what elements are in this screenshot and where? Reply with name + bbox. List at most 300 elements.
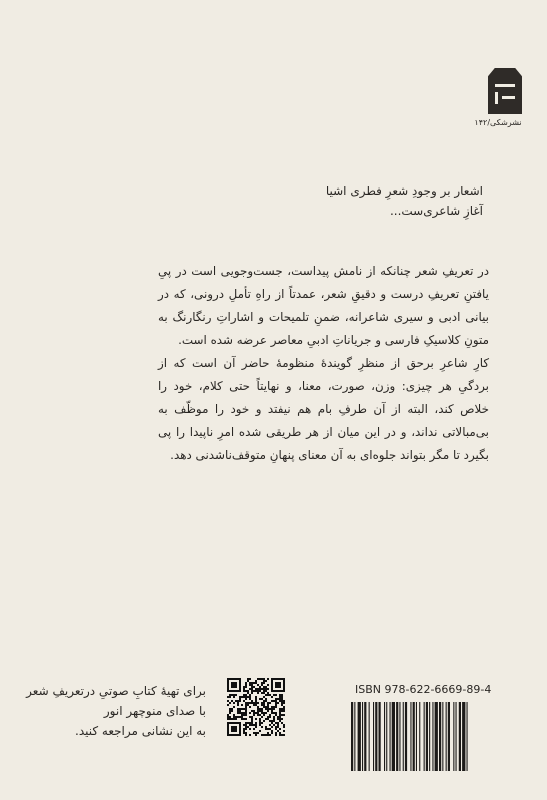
barcode-bar	[442, 702, 443, 771]
qr-module	[257, 712, 259, 714]
barcode-bar	[379, 702, 381, 771]
qr-module	[271, 710, 273, 712]
qr-module	[247, 680, 249, 682]
qr-module	[255, 718, 257, 720]
qr-module	[255, 724, 257, 726]
qr-module	[249, 722, 251, 724]
qr-module	[273, 694, 275, 696]
qr-finder-module	[283, 686, 285, 688]
qr-module	[279, 708, 281, 710]
publisher-series-number: نشرشکی/۱۴۲	[474, 118, 522, 127]
qr-finder-module	[233, 730, 235, 732]
qr-module	[277, 698, 279, 700]
qr-finder-module	[275, 686, 277, 688]
barcode-bar	[439, 702, 441, 771]
qr-module	[265, 726, 267, 728]
qr-module	[227, 704, 229, 706]
qr-module	[245, 732, 247, 734]
qr-finder-module	[235, 690, 237, 692]
qr-finder-module	[233, 728, 235, 730]
qr-module	[265, 734, 267, 736]
qr-module	[263, 734, 265, 736]
qr-module	[257, 708, 259, 710]
qr-module	[249, 712, 251, 714]
barcode-bar	[354, 702, 355, 771]
qr-module	[237, 716, 239, 718]
qr-module	[229, 718, 231, 720]
qr-module	[269, 714, 271, 716]
qr-module	[255, 702, 257, 704]
barcode-bar	[424, 702, 425, 771]
qr-finder-module	[239, 724, 241, 726]
qr-module	[239, 710, 241, 712]
qr-module	[245, 704, 247, 706]
qr-finder-module	[239, 722, 241, 724]
qr-module	[249, 728, 251, 730]
qr-module	[253, 714, 255, 716]
qr-module	[271, 706, 273, 708]
qr-finder-module	[273, 690, 275, 692]
qr-finder-module	[239, 686, 241, 688]
qr-module	[261, 726, 263, 728]
qr-module	[249, 698, 251, 700]
qr-module	[271, 722, 273, 724]
qr-finder-module	[231, 728, 233, 730]
qr-finder-module	[231, 686, 233, 688]
qr-module	[275, 694, 277, 696]
qr-module	[281, 734, 283, 736]
intro-block	[183, 181, 483, 221]
qr-module	[257, 678, 259, 680]
qr-module	[237, 702, 239, 704]
qr-module	[281, 698, 283, 700]
audio-book-note-line: با صدای منوچهر انور	[103, 704, 206, 718]
qr-module	[263, 690, 265, 692]
qr-module	[263, 720, 265, 722]
qr-module	[233, 694, 235, 696]
qr-finder-module	[235, 734, 237, 736]
qr-module	[241, 712, 243, 714]
qr-finder-module	[239, 732, 241, 734]
qr-module	[247, 726, 249, 728]
qr-module	[265, 700, 267, 702]
qr-finder-module	[227, 678, 229, 680]
qr-module	[259, 730, 261, 732]
qr-finder-module	[231, 690, 233, 692]
qr-module	[233, 702, 235, 704]
qr-module	[259, 688, 261, 690]
qr-module	[275, 698, 277, 700]
barcode-bar	[410, 702, 411, 771]
barcode-bar	[364, 702, 366, 771]
qr-module	[259, 686, 261, 688]
qr-module	[245, 728, 247, 730]
qr-module	[233, 718, 235, 720]
qr-module	[251, 684, 253, 686]
barcode-bar	[358, 702, 361, 771]
qr-module	[261, 704, 263, 706]
qr-finder-module	[283, 680, 285, 682]
qr-module	[267, 684, 269, 686]
qr-finder-module	[239, 678, 241, 680]
qr-module	[243, 690, 245, 692]
qr-module	[249, 702, 251, 704]
qr-module	[263, 686, 265, 688]
qr-module	[281, 718, 283, 720]
qr-module	[241, 716, 243, 718]
qr-finder-module	[227, 722, 229, 724]
qr-module	[263, 712, 265, 714]
qr-module	[229, 702, 231, 704]
qr-module	[243, 730, 245, 732]
qr-module	[239, 700, 241, 702]
barcode-bar	[432, 702, 433, 771]
qr-finder-module	[239, 728, 241, 730]
barcode-bar	[386, 702, 387, 771]
qr-module	[247, 690, 249, 692]
qr-finder-module	[279, 678, 281, 680]
qr-module	[279, 710, 281, 712]
qr-module	[259, 714, 261, 716]
qr-module	[275, 722, 277, 724]
qr-module	[281, 702, 283, 704]
barcode-bar	[435, 702, 438, 771]
qr-module	[279, 712, 281, 714]
qr-finder-module	[235, 730, 237, 732]
book-description	[158, 260, 489, 467]
qr-finder-module	[233, 722, 235, 724]
qr-module	[265, 698, 267, 700]
audio-book-note	[11, 681, 206, 741]
qr-module	[273, 716, 275, 718]
qr-module	[249, 684, 251, 686]
qr-module	[257, 710, 259, 712]
qr-module	[281, 700, 283, 702]
qr-module	[237, 712, 239, 714]
qr-module	[263, 682, 265, 684]
barcode-bar	[399, 702, 400, 771]
qr-module	[263, 704, 265, 706]
qr-finder-module	[235, 684, 237, 686]
qr-module	[245, 698, 247, 700]
qr-finder-module	[229, 722, 231, 724]
qr-module	[261, 712, 263, 714]
qr-module	[275, 732, 277, 734]
qr-module	[251, 700, 253, 702]
qr-module	[255, 680, 257, 682]
qr-module	[227, 718, 229, 720]
qr-module	[283, 708, 285, 710]
qr-finder-module	[283, 682, 285, 684]
qr-module	[251, 718, 253, 720]
qr-module	[255, 690, 257, 692]
qr-finder-module	[231, 684, 233, 686]
qr-module	[277, 722, 279, 724]
qr-module	[269, 716, 271, 718]
qr-finder-module	[237, 722, 239, 724]
qr-finder-module	[277, 686, 279, 688]
logo-mark-vertical	[495, 92, 498, 104]
qr-finder-module	[283, 690, 285, 692]
qr-module	[271, 732, 273, 734]
qr-module	[233, 706, 235, 708]
qr-module	[243, 686, 245, 688]
qr-module	[281, 694, 283, 696]
qr-code[interactable]	[227, 678, 285, 736]
qr-module	[229, 710, 231, 712]
qr-finder-module	[231, 730, 233, 732]
qr-finder-module	[233, 682, 235, 684]
qr-module	[281, 714, 283, 716]
qr-module	[259, 708, 261, 710]
qr-module	[271, 696, 273, 698]
qr-module	[243, 712, 245, 714]
qr-finder-module	[227, 728, 229, 730]
qr-module	[259, 724, 261, 726]
qr-module	[249, 696, 251, 698]
qr-module	[263, 696, 265, 698]
qr-module	[229, 716, 231, 718]
qr-module	[257, 684, 259, 686]
qr-module	[257, 688, 259, 690]
qr-module	[257, 732, 259, 734]
qr-module	[255, 726, 257, 728]
qr-finder-module	[227, 686, 229, 688]
qr-finder-module	[227, 690, 229, 692]
qr-module	[279, 716, 281, 718]
qr-module	[237, 710, 239, 712]
qr-module	[273, 724, 275, 726]
qr-finder-module	[277, 678, 279, 680]
qr-module	[253, 690, 255, 692]
qr-finder-module	[231, 726, 233, 728]
qr-module	[255, 698, 257, 700]
qr-finder-module	[227, 684, 229, 686]
qr-module	[265, 706, 267, 708]
qr-module	[263, 700, 265, 702]
qr-module	[247, 678, 249, 680]
qr-module	[279, 698, 281, 700]
intro-line: اشعار بر وجودِ شعرِ فطری اشیا	[325, 184, 483, 198]
qr-module	[255, 682, 257, 684]
qr-finder-module	[271, 684, 273, 686]
audio-book-note-line: برای تهیهٔ کتابِ صوتیِ درتعریفِ شعر	[26, 684, 206, 698]
qr-module	[243, 700, 245, 702]
qr-module	[267, 718, 269, 720]
qr-module	[229, 696, 231, 698]
qr-module	[241, 718, 243, 720]
qr-module	[265, 718, 267, 720]
audio-book-note-line: به این نشانی مراجعه کنید.	[75, 724, 206, 738]
qr-finder-module	[235, 686, 237, 688]
qr-module	[267, 694, 269, 696]
qr-module	[245, 702, 247, 704]
qr-finder-module	[235, 682, 237, 684]
barcode-bar	[413, 702, 415, 771]
qr-module	[259, 720, 261, 722]
qr-module	[261, 682, 263, 684]
barcode	[351, 702, 519, 771]
qr-finder-module	[279, 682, 281, 684]
qr-module	[237, 704, 239, 706]
qr-module	[235, 716, 237, 718]
qr-module	[241, 708, 243, 710]
qr-finder-module	[227, 724, 229, 726]
qr-module	[279, 720, 281, 722]
qr-module	[279, 700, 281, 702]
qr-module	[259, 722, 261, 724]
qr-module	[253, 712, 255, 714]
qr-finder-module	[233, 684, 235, 686]
qr-finder-module	[239, 688, 241, 690]
qr-module	[259, 710, 261, 712]
qr-finder-module	[239, 726, 241, 728]
qr-module	[275, 728, 277, 730]
qr-module	[251, 722, 253, 724]
qr-module	[243, 732, 245, 734]
qr-module	[283, 706, 285, 708]
qr-module	[275, 706, 277, 708]
qr-module	[233, 696, 235, 698]
qr-finder-module	[227, 726, 229, 728]
logo-mark-top	[495, 84, 515, 87]
qr-module	[275, 712, 277, 714]
qr-module	[245, 708, 247, 710]
qr-module	[267, 706, 269, 708]
qr-module	[275, 700, 277, 702]
logo-mark-bottom	[502, 96, 515, 99]
qr-module	[245, 714, 247, 716]
barcode-bar	[419, 702, 420, 771]
qr-module	[251, 720, 253, 722]
qr-finder-module	[233, 678, 235, 680]
description-paragraph: کارِ شاعرِ برحق از منظرِ گویندهٔ منظومهٔ حاضر آن است که از بردگیِ هر چیزی: وزن، صورت، معنا، و نهایتاً حتی کلام، خود را خلاص کند، البته از آن طرفِ بام هم نیفتد و خود را موظّف به بی‌مبالاتی نداند، و در این میان از هر طریقی شده امرِ ناپیدا را پی بگیرد تا مگر بتواند جلوه‌ای به آن معنای پنهانِ متوقف‌ناشدنی دهد.	[158, 356, 489, 462]
qr-module	[283, 734, 285, 736]
barcode-bar	[396, 702, 398, 771]
qr-module	[273, 708, 275, 710]
qr-module	[243, 708, 245, 710]
qr-module	[249, 678, 251, 680]
qr-module	[279, 694, 281, 696]
qr-module	[253, 682, 255, 684]
qr-finder-module	[239, 682, 241, 684]
qr-finder-module	[275, 678, 277, 680]
qr-module	[261, 710, 263, 712]
barcode-bar	[416, 702, 417, 771]
qr-module	[255, 696, 257, 698]
qr-module	[235, 700, 237, 702]
qr-finder-module	[271, 680, 273, 682]
qr-finder-module	[233, 734, 235, 736]
qr-module	[269, 702, 271, 704]
qr-module	[243, 724, 245, 726]
qr-finder-module	[239, 684, 241, 686]
qr-module	[235, 718, 237, 720]
qr-module	[257, 702, 259, 704]
qr-finder-module	[279, 686, 281, 688]
qr-finder-module	[233, 686, 235, 688]
qr-module	[267, 692, 269, 694]
qr-module	[229, 712, 231, 714]
barcode-bar	[403, 702, 404, 771]
qr-module	[281, 722, 283, 724]
qr-module	[267, 728, 269, 730]
qr-module	[279, 696, 281, 698]
qr-module	[253, 686, 255, 688]
qr-module	[271, 712, 273, 714]
qr-module	[257, 706, 259, 708]
qr-module	[255, 732, 257, 734]
qr-module	[261, 708, 263, 710]
qr-module	[267, 710, 269, 712]
qr-module	[239, 696, 241, 698]
qr-module	[265, 686, 267, 688]
qr-module	[253, 710, 255, 712]
qr-finder-module	[283, 684, 285, 686]
qr-module	[253, 702, 255, 704]
qr-module	[247, 692, 249, 694]
qr-module	[263, 680, 265, 682]
qr-module	[265, 680, 267, 682]
qr-finder-module	[227, 680, 229, 682]
qr-finder-module	[229, 678, 231, 680]
qr-finder-module	[281, 690, 283, 692]
qr-finder-module	[231, 722, 233, 724]
qr-module	[263, 702, 265, 704]
qr-finder-module	[227, 682, 229, 684]
qr-module	[267, 688, 269, 690]
qr-finder-module	[271, 682, 273, 684]
qr-module	[243, 728, 245, 730]
qr-module	[241, 714, 243, 716]
qr-module	[247, 696, 249, 698]
qr-module	[271, 700, 273, 702]
qr-module	[229, 708, 231, 710]
qr-module	[251, 692, 253, 694]
qr-module	[255, 712, 257, 714]
qr-module	[231, 700, 233, 702]
qr-module	[253, 704, 255, 706]
qr-module	[283, 700, 285, 702]
barcode-bar	[362, 702, 363, 771]
qr-module	[269, 728, 271, 730]
qr-finder-module	[279, 684, 281, 686]
qr-module	[247, 704, 249, 706]
qr-module	[237, 708, 239, 710]
qr-finder-module	[275, 684, 277, 686]
qr-module	[261, 684, 263, 686]
qr-finder-module	[229, 690, 231, 692]
qr-finder-module	[271, 686, 273, 688]
qr-module	[245, 684, 247, 686]
qr-module	[245, 686, 247, 688]
qr-module	[267, 708, 269, 710]
qr-module	[279, 718, 281, 720]
qr-module	[265, 688, 267, 690]
qr-module	[245, 690, 247, 692]
qr-finder-module	[239, 690, 241, 692]
qr-module	[233, 716, 235, 718]
qr-module	[259, 718, 261, 720]
qr-module	[237, 700, 239, 702]
qr-module	[241, 704, 243, 706]
qr-module	[275, 714, 277, 716]
qr-finder-module	[271, 688, 273, 690]
qr-module	[245, 696, 247, 698]
qr-module	[273, 712, 275, 714]
qr-module	[247, 722, 249, 724]
barcode-bar	[426, 702, 428, 771]
